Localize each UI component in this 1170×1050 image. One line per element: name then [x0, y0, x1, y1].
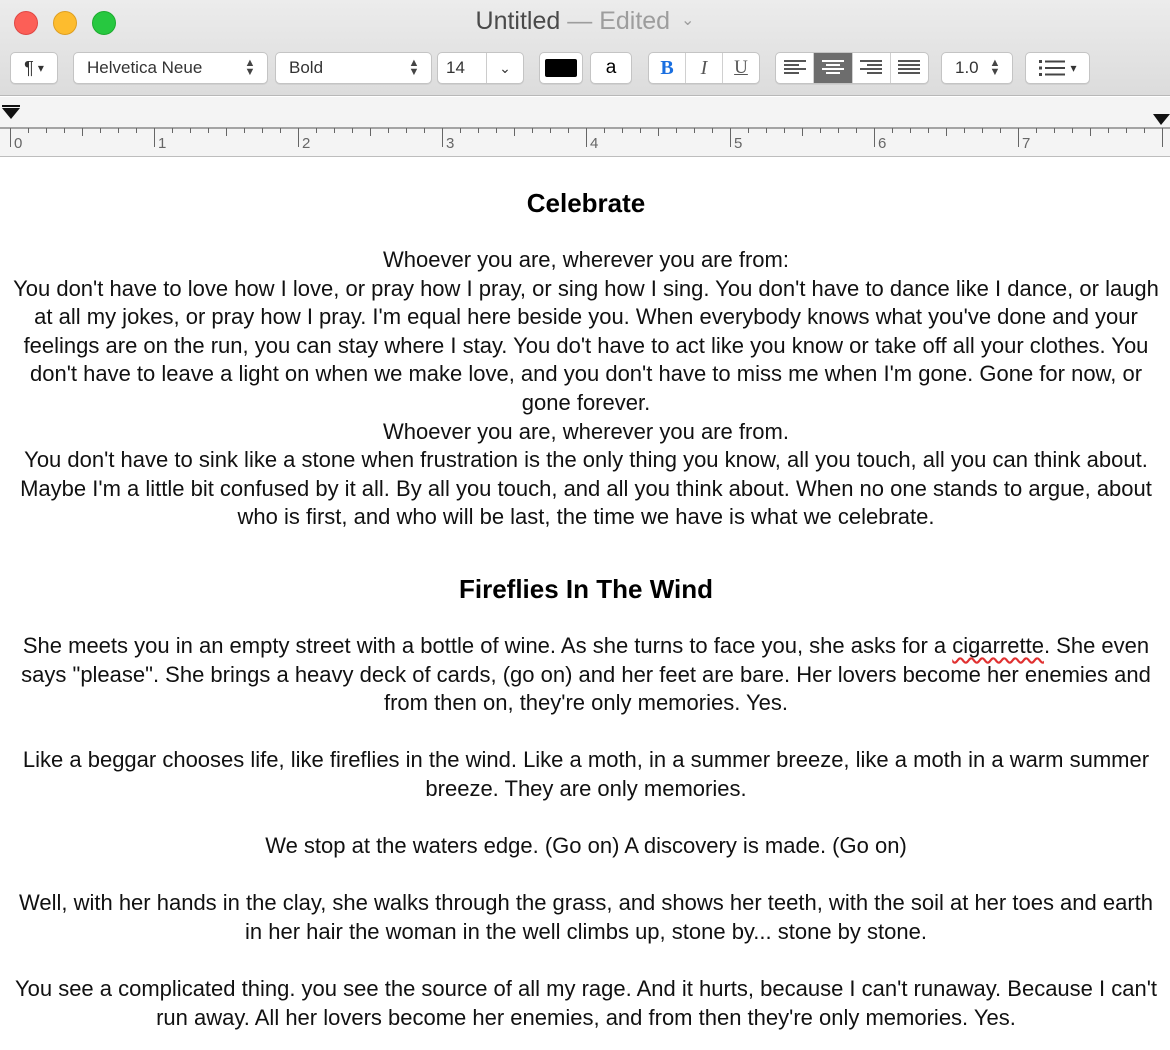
- ruler-label: 6: [878, 135, 887, 152]
- align-right-icon: [859, 59, 883, 77]
- heading-fireflies: Fireflies In The Wind: [458, 573, 713, 604]
- highlight-label: a: [605, 57, 617, 78]
- document-body: [9, 158, 1163, 1032]
- chevron-down-icon: ▾: [37, 61, 44, 75]
- format-toolbar: [0, 52, 1170, 86]
- paragraph-fireflies-5: You see a complicated thing. you see the source of all my rage. And it hurts, because I can't runaway. Because I can't run away. All her lovers become her enemies, and from then they're only memories. Yes.: [14, 976, 1158, 1030]
- chevron-down-icon: ▾: [1070, 61, 1077, 75]
- stepper-arrows-icon: ▲ ▼: [244, 57, 256, 78]
- heading-celebrate: Celebrate: [526, 188, 646, 218]
- bold-button[interactable]: [649, 53, 686, 83]
- ruler-label: 7: [1022, 135, 1031, 152]
- font-size-combo[interactable]: [437, 52, 524, 84]
- paragraph-fireflies-3: We stop at the waters edge. (Go on) A discovery is made. (Go on): [265, 833, 907, 859]
- align-left-icon: [783, 59, 807, 77]
- paragraph-icon: ¶: [24, 57, 34, 78]
- highlight-color-well[interactable]: [590, 52, 632, 84]
- window-title-menu[interactable]: [0, 7, 1170, 36]
- justify-icon: [897, 59, 921, 77]
- align-left-button[interactable]: [776, 53, 814, 83]
- stepper-arrows-icon: ▲ ▼: [408, 57, 420, 78]
- ruler-label: 2: [302, 135, 311, 152]
- ruler-scale: [0, 97, 1170, 157]
- chevron-down-icon: ⌄: [499, 59, 511, 76]
- underline-button[interactable]: [723, 53, 759, 83]
- right-indent-marker-icon[interactable]: [1153, 114, 1170, 125]
- italic-icon: I: [700, 56, 708, 79]
- title-bar: [0, 0, 1170, 96]
- align-center-icon: [821, 59, 845, 77]
- underline-icon: U: [734, 57, 748, 78]
- font-style-value: Bold: [289, 58, 324, 77]
- align-right-button[interactable]: [853, 53, 891, 83]
- text-run: She meets you in an empty street with a bottle of wine. As she turns to face you, she asks for a: [22, 632, 953, 658]
- paragraph-celebrate: Whoever you are, wherever you are from: You don't have to love how I love, or pray how I pray, or sing how I sing. You don't have to dance like I dance, or laugh at all my jokes, or pray how I pray. I'm equal here beside you. When everybody knows what you've done and your feelings are on the run, you can stay where I stay. You do't have to act like you know or take off all your clothes. You don't have to leave a light on when we make love, and you don't have to miss me when I'm gone. Gone for now, or gone forever. Whoever you are, wherever you are from. You don't have to sink like a stone when frustration is the only thing you know, all you touch, all you can think about. Maybe I'm a little bit confused by it all. By all you touch, and all you think about. When no one stands to argue, about who is first, and who will be last, the time we have is what we celebrate.: [13, 247, 1159, 530]
- ruler-label: 3: [446, 135, 455, 152]
- font-family-popup[interactable]: [73, 52, 268, 84]
- font-style-popup[interactable]: [275, 52, 432, 84]
- ruler-label: 1: [158, 135, 167, 152]
- paragraph-fireflies-4: Well, with her hands in the clay, she walks through the grass, and shows her teeth, with the soil at her toes and earth in her hair the woman in the well climbs up, stone by... stone by stone.: [18, 890, 1154, 944]
- left-indent-marker-icon[interactable]: [2, 108, 20, 119]
- document-text-area[interactable]: [0, 158, 1170, 1050]
- chevron-down-icon: ⌄: [681, 12, 695, 29]
- text-color-well[interactable]: [539, 52, 583, 84]
- document-title: Untitled: [475, 7, 561, 35]
- bold-icon: B: [660, 56, 674, 79]
- justify-button[interactable]: [891, 53, 928, 83]
- line-spacing-value: 1.0: [955, 58, 979, 77]
- ruler-label: 0: [14, 135, 23, 152]
- text-style-buttons: [648, 52, 760, 84]
- ruler[interactable]: [0, 97, 1170, 157]
- text-color-swatch: [545, 59, 577, 77]
- list-icon: [1038, 59, 1066, 77]
- italic-button[interactable]: [686, 53, 723, 83]
- first-line-indent-marker-icon[interactable]: [2, 105, 20, 107]
- paragraph-styles-button[interactable]: [10, 52, 58, 84]
- stepper-arrows-icon: ▲ ▼: [989, 57, 1001, 78]
- ruler-label: 4: [590, 135, 599, 152]
- align-center-button[interactable]: [814, 53, 852, 83]
- misspelled-word[interactable]: cigarrette: [952, 632, 1044, 658]
- font-family-value: Helvetica Neue: [87, 58, 203, 77]
- paragraph-fireflies-2: Like a beggar chooses life, like fireflies in the wind. Like a moth, in a summer breeze, like a moth in a warm summer breeze. They are only memories.: [22, 747, 1150, 801]
- alignment-buttons: [775, 52, 929, 84]
- text-run: . She even says "please". She brings a heavy deck of cards, (go on) and her feet are bare. Her lovers become her enemies and from then on, they're only memories. Yes.: [21, 632, 1151, 716]
- paragraph-fireflies-1: [9, 632, 1163, 718]
- line-spacing-popup[interactable]: [941, 52, 1013, 84]
- list-bullets-button[interactable]: [1025, 52, 1090, 84]
- edited-indicator: — Edited: [567, 7, 671, 35]
- font-size-input[interactable]: 14: [438, 53, 487, 83]
- ruler-label: 5: [734, 135, 743, 152]
